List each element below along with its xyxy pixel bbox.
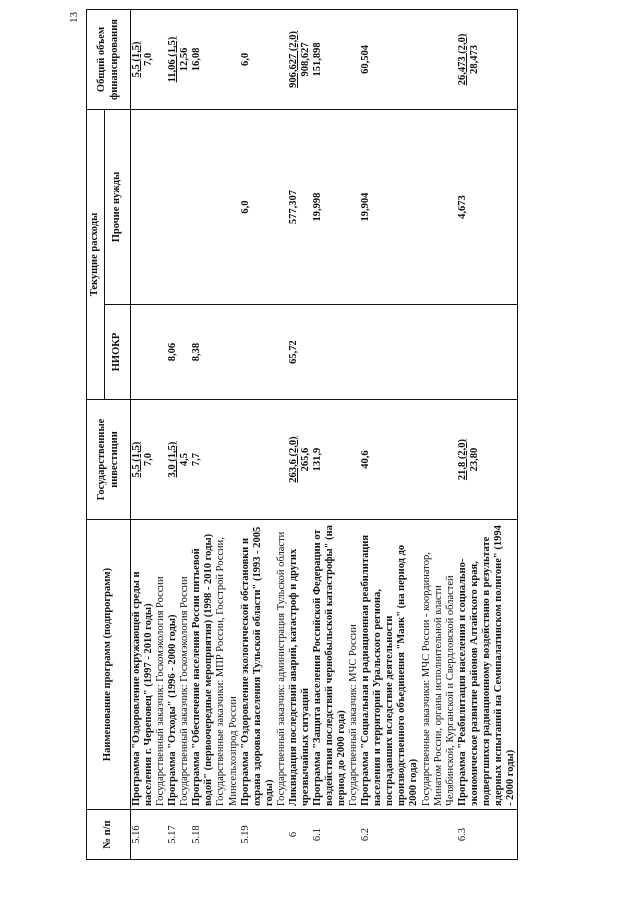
invest-cell-value: 23,80 — [468, 447, 480, 472]
other-cell-value: 6,0 — [239, 200, 251, 214]
niokr-cell — [312, 305, 360, 400]
program-title: Программа "Отходы" (1996 - 2000 годы) — [167, 614, 179, 806]
invest-cell-underlined: 5,5 (1,5) — [131, 441, 142, 478]
financing-table — [86, 9, 518, 860]
total-cell — [288, 9, 312, 109]
rotated-table-page — [68, 10, 606, 860]
total-cell-value: 6,0 — [239, 52, 251, 67]
row-number: 6.3 — [457, 810, 518, 860]
other-cell — [457, 109, 518, 304]
other-cell — [167, 109, 191, 304]
row-number: 6.2 — [360, 810, 457, 860]
header-total: Общий объем финансирования — [87, 9, 131, 109]
other-cell — [240, 109, 288, 304]
program-name-cell — [312, 520, 360, 810]
program-title: Программа "Обеспечение населения России питьевой водой" (первоочередные мероприятия) (1998 - 2010 годы) — [191, 533, 215, 806]
total-cell — [457, 9, 518, 109]
other-cell — [191, 109, 239, 304]
program-title: Программа "Оздоровление экологической обстановки и охрана здоровья населения Тульской области" (1993 - 2005 годы) — [239, 526, 275, 806]
row-number: 5.18 — [191, 810, 239, 860]
program-title: Ликвидация последствий аварий, катастроф и других чрезвычайных ситуаций — [287, 548, 311, 806]
program-name-cell — [191, 520, 239, 810]
row-number: 6 — [288, 810, 312, 860]
program-customer: Государственный заказчик: администрация Тульской области — [275, 531, 287, 806]
niokr-cell — [288, 305, 312, 400]
other-cell-value: 577,307 — [287, 189, 299, 225]
table-row — [191, 9, 239, 859]
invest-cell-underlined: 263,6 (2,0) — [287, 436, 299, 483]
total-cell — [360, 9, 457, 109]
total-cell-value: 16,08 — [191, 47, 203, 72]
program-name-cell — [288, 520, 312, 810]
table-row — [240, 9, 288, 859]
other-cell-value: 19,998 — [311, 192, 323, 222]
invest-cell — [457, 400, 518, 520]
invest-cell-underlined: 3,0 (1,5) — [167, 441, 179, 478]
invest-cell-value: 131,9 — [311, 447, 323, 472]
row-number: 5.16 — [131, 810, 168, 860]
total-cell — [312, 9, 360, 109]
niokr-cell — [457, 305, 518, 400]
invest-cell-underlined: 21,8 (2,0) — [456, 438, 468, 481]
total-cell — [191, 9, 239, 109]
other-cell-value: 19,904 — [360, 192, 372, 222]
total-cell — [240, 9, 288, 109]
page-number: 13 — [68, 12, 80, 23]
invest-cell-value: 40,6 — [360, 450, 372, 469]
invest-cell — [288, 400, 312, 520]
row-number: 5.19 — [240, 810, 288, 860]
program-customer: Государственные заказчики: МПР России, Госстрой России, Минсельхозпрод России — [215, 537, 239, 806]
table-row — [167, 9, 191, 859]
total-cell-value: 151,898 — [311, 42, 323, 77]
niokr-cell — [240, 305, 288, 400]
invest-cell — [191, 400, 239, 520]
other-cell-value: 4,673 — [456, 195, 468, 219]
other-cell — [288, 109, 312, 304]
invest-cell — [167, 400, 191, 520]
total-cell-value: 28,473 — [468, 45, 480, 74]
invest-cell — [131, 400, 168, 520]
niokr-cell — [360, 305, 457, 400]
other-cell — [312, 109, 360, 304]
invest-cell — [360, 400, 457, 520]
total-cell-value: 60,504 — [360, 45, 372, 74]
header-current: Текущие расходы — [87, 109, 105, 399]
niokr-cell-value: 8,06 — [167, 342, 179, 362]
total-cell-value: 12,56 — [179, 47, 191, 72]
niokr-cell-value: 8,38 — [191, 342, 203, 362]
table-row — [360, 9, 457, 859]
row-number: 6.1 — [312, 810, 360, 860]
program-customer: Государственный заказчик: МЧС России — [348, 624, 360, 806]
row-number: 5.17 — [167, 810, 191, 860]
table-row — [457, 9, 518, 859]
total-cell-underlined: 26,473 (2,0) — [456, 33, 468, 86]
invest-cell-value: 7,7 — [191, 452, 203, 467]
program-title: Программа "Оздоровление окружающей среды и населения г. Череповец" (1997 - 2010 годы) — [131, 571, 155, 806]
other-cell — [360, 109, 457, 304]
table-row — [288, 9, 312, 859]
header-invest: Государственные инвестиции — [87, 400, 131, 520]
program-customer: Государственные заказчики: МЧС России - координатор, Минатом России, органы исполнительной власти Челябинской, Курганской и Свердловской областей — [420, 552, 456, 806]
total-cell-value: 7,0 — [143, 52, 155, 67]
header-name: Наименование программ (подпрограмм) — [87, 520, 131, 810]
niokr-cell — [131, 305, 168, 400]
invest-cell — [312, 400, 360, 520]
niokr-cell — [191, 305, 239, 400]
total-cell — [131, 9, 168, 109]
program-name-cell — [457, 520, 518, 810]
total-cell — [167, 9, 191, 109]
program-title: Программа "Защита населения Российской Федерации от воздействия последствий чернобыльской катастрофы" (на период до 2000 года) — [311, 525, 348, 806]
header-niokr: НИОКР — [105, 305, 131, 400]
program-customer: Государственный заказчик: Госкомэкология России — [179, 576, 191, 806]
other-cell — [131, 109, 168, 304]
invest-cell — [240, 400, 288, 520]
niokr-cell-value: 65,72 — [287, 340, 299, 364]
niokr-cell — [167, 305, 191, 400]
program-name-cell — [131, 520, 168, 810]
program-title: Программа "Реабилитация населения и социально-экономическое развитие районов Алтайского края, подвергшихся радиационному воздействию в результате ядерных испытаний на Семипалатинском полигоне" (1994 - 2000 годы) — [456, 525, 516, 806]
program-name-cell — [167, 520, 191, 810]
total-cell-value: 908,627 — [299, 42, 311, 77]
table-row — [131, 9, 168, 859]
header-num: № п/п — [87, 810, 131, 860]
invest-cell-value: 265,6 — [299, 447, 311, 472]
invest-cell-value: 4,5 — [179, 452, 191, 467]
total-cell-underlined: 11,06 (1,5) — [167, 36, 179, 83]
table-row — [312, 9, 360, 859]
table-body — [131, 9, 518, 859]
total-cell-underlined: 906,627 (2,0) — [287, 31, 299, 88]
program-name-cell — [240, 520, 288, 810]
total-cell-underlined: 5,5 (1,5) — [131, 41, 142, 78]
program-name-cell — [360, 520, 457, 810]
invest-cell-value: 7,0 — [143, 452, 155, 467]
program-title: Программа "Социальная и радиационная реабилитация населения и территорий Уральского региона, пострадавших вследствие деятельности производственного объединения "Маяк" (на период до 2000 года) — [360, 534, 420, 806]
program-customer: Государственный заказчик: Госкомэкология России — [155, 576, 167, 806]
header-other: Прочие нужды — [105, 109, 131, 304]
